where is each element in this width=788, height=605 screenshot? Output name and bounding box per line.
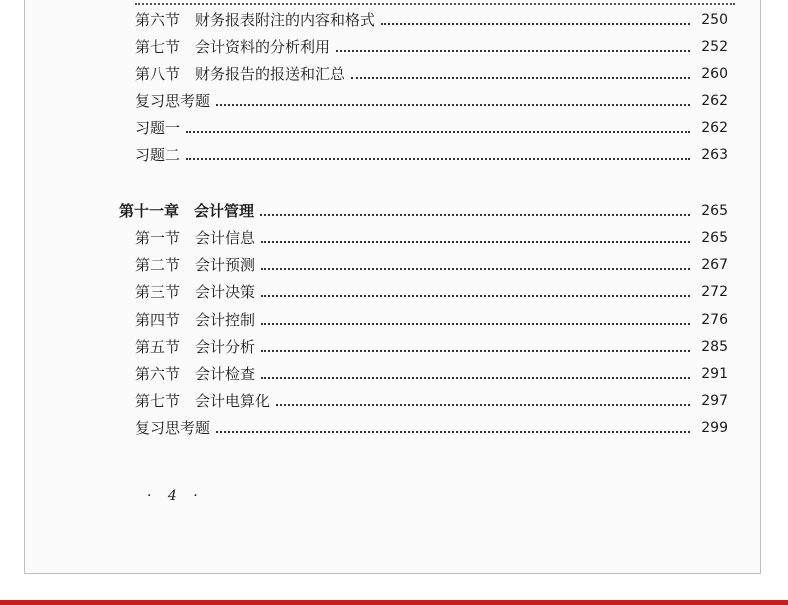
toc-entry-label: 复习思考题 bbox=[135, 92, 211, 110]
toc-entry-page: 252 bbox=[701, 39, 728, 55]
toc-leader-dots bbox=[351, 77, 690, 79]
toc-entry-label: 第二节 会计预测 bbox=[135, 256, 256, 274]
cut-off-previous-line bbox=[135, 0, 735, 5]
toc-chapter-entry bbox=[119, 198, 728, 220]
toc-entry-label: 第五节 会计分析 bbox=[135, 338, 256, 356]
toc-entry-page: 276 bbox=[701, 312, 728, 328]
toc-leader-dots bbox=[260, 214, 690, 216]
toc-chapter-label: 第十一章 会计管理 bbox=[119, 202, 255, 220]
toc-entry bbox=[135, 34, 728, 56]
toc-leader-dots bbox=[186, 158, 690, 160]
toc-entry bbox=[135, 334, 728, 356]
toc-entry bbox=[135, 415, 728, 437]
page-number-folio: · 4 · bbox=[147, 488, 204, 504]
toc-entry bbox=[135, 7, 728, 29]
toc-entry bbox=[135, 307, 728, 329]
toc-entry-label: 第七节 会计电算化 bbox=[135, 392, 271, 410]
toc-entry-page: 267 bbox=[701, 257, 728, 273]
toc-entry bbox=[135, 115, 728, 137]
toc-entry-label: 习题一 bbox=[135, 119, 181, 137]
toc-leader-dots bbox=[261, 377, 690, 379]
toc-leader-dots bbox=[261, 268, 690, 270]
toc-entry bbox=[135, 61, 728, 83]
toc-entry-label: 第四节 会计控制 bbox=[135, 311, 256, 329]
toc-entry-label: 复习思考题 bbox=[135, 419, 211, 437]
toc-leader-dots bbox=[261, 323, 690, 325]
toc-leader-dots bbox=[381, 23, 690, 25]
toc-leader-dots bbox=[216, 431, 690, 433]
toc-leader-dots bbox=[261, 350, 690, 352]
toc-entry bbox=[135, 361, 728, 383]
toc-entry-page: 299 bbox=[701, 420, 728, 436]
toc-entry-page: 250 bbox=[701, 12, 728, 28]
toc-entry-label: 第六节 财务报表附注的内容和格式 bbox=[135, 11, 376, 29]
toc-leader-dots bbox=[336, 50, 690, 52]
toc-leader-dots bbox=[186, 131, 690, 133]
toc-entry-page: 262 bbox=[701, 120, 728, 136]
toc-entry-page: 262 bbox=[701, 93, 728, 109]
toc-entry-label: 第七节 会计资料的分析利用 bbox=[135, 38, 331, 56]
toc-entry bbox=[135, 88, 728, 110]
toc-entry-page: 297 bbox=[701, 393, 728, 409]
toc-entry bbox=[135, 142, 728, 164]
toc-entry-label: 第一节 会计信息 bbox=[135, 229, 256, 247]
toc-entry-label: 第六节 会计检查 bbox=[135, 365, 256, 383]
toc-entry-page: 272 bbox=[701, 284, 728, 300]
toc-entry-page: 291 bbox=[701, 366, 728, 382]
toc-entry-label: 第八节 财务报告的报送和汇总 bbox=[135, 65, 346, 83]
bottom-accent-band bbox=[0, 600, 788, 605]
toc-entry-page: 260 bbox=[701, 66, 728, 82]
toc-entry-page: 263 bbox=[701, 147, 728, 163]
toc-entry-label: 第三节 会计决策 bbox=[135, 283, 256, 301]
toc-entry-page: 265 bbox=[701, 230, 728, 246]
toc-leader-dots bbox=[216, 104, 690, 106]
toc-entry-label: 习题二 bbox=[135, 146, 181, 164]
toc-entry bbox=[135, 252, 728, 274]
toc-entry bbox=[135, 388, 728, 410]
toc-leader-dots bbox=[261, 241, 690, 243]
toc-entry bbox=[135, 225, 728, 247]
toc-entry-page: 285 bbox=[701, 339, 728, 355]
toc-entry-page: 265 bbox=[701, 203, 728, 219]
toc-leader-dots bbox=[261, 295, 690, 297]
toc-entry bbox=[135, 279, 728, 301]
toc-leader-dots bbox=[276, 404, 690, 406]
document-page bbox=[24, 0, 761, 574]
